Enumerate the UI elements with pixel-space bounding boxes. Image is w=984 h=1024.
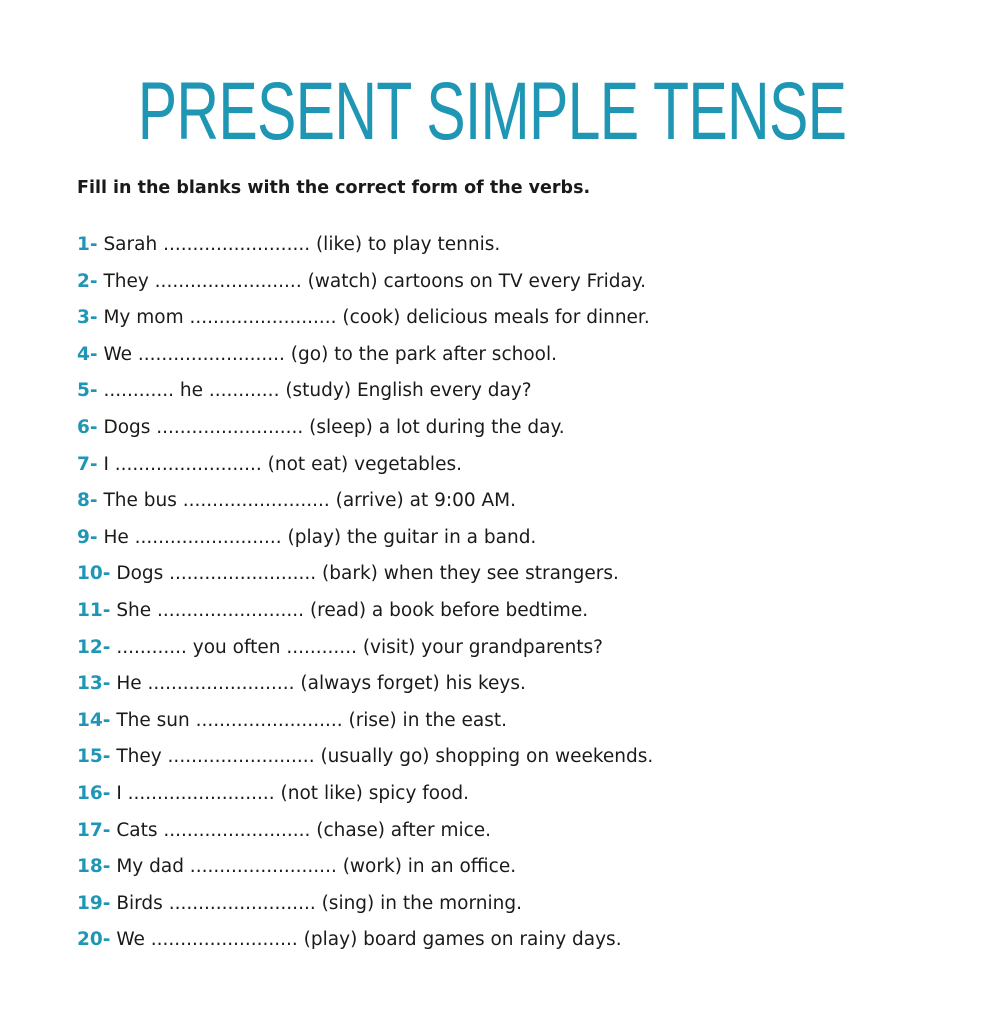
exercise-item [77, 305, 653, 342]
exercise-sentence: Birds ......................... (sing) in the morning. [110, 892, 522, 914]
exercise-sentence: Dogs ......................... (bark) when they see strangers. [110, 563, 619, 585]
exercise-item [77, 561, 653, 598]
exercise-sentence: We ......................... (play) board games on rainy days. [110, 929, 622, 951]
exercise-item [77, 269, 653, 306]
exercise-sentence: We ......................... (go) to the park after school. [97, 343, 558, 365]
exercise-sentence: ............ you often ............ (visit) your grandparents? [110, 636, 603, 658]
exercise-sentence: They ......................... (usually go) shopping on weekends. [110, 746, 654, 768]
exercise-sentence: I ......................... (not like) spicy food. [110, 782, 470, 804]
exercise-number: 2- [77, 270, 98, 292]
exercise-item [77, 927, 653, 964]
exercise-number: 10- [77, 563, 111, 585]
exercise-sentence: Cats ......................... (chase) after mice. [110, 819, 492, 841]
exercise-sentence: Sarah ......................... (like) to play tennis. [97, 234, 501, 255]
exercise-item [77, 781, 653, 818]
exercise-number: 11- [77, 599, 111, 621]
exercise-number: 5- [77, 380, 98, 402]
exercise-item [77, 342, 653, 379]
exercise-item [77, 378, 653, 415]
exercise-list [77, 232, 653, 964]
exercise-number: 15- [77, 746, 111, 768]
exercise-item [77, 232, 653, 269]
exercise-sentence: Dogs ......................... (sleep) a lot during the day. [97, 416, 565, 438]
instruction-text: Fill in the blanks with the correct form of the verbs. [77, 178, 591, 198]
exercise-sentence: ............ he ............ (study) English every day? [97, 380, 532, 402]
exercise-number: 8- [77, 490, 98, 512]
exercise-item [77, 854, 653, 891]
exercise-number: 9- [77, 526, 98, 548]
exercise-number: 20- [77, 929, 111, 951]
exercise-item [77, 525, 653, 562]
exercise-item [77, 671, 653, 708]
exercise-item [77, 818, 653, 855]
exercise-sentence: The bus ......................... (arrive) at 9:00 AM. [97, 490, 517, 512]
exercise-number: 12- [77, 636, 111, 658]
exercise-number: 17- [77, 819, 111, 841]
exercise-sentence: He ......................... (always forget) his keys. [110, 673, 526, 695]
exercise-sentence: He ......................... (play) the guitar in a band. [97, 526, 537, 548]
exercise-number: 19- [77, 892, 111, 914]
exercise-item [77, 744, 653, 781]
exercise-item [77, 891, 653, 928]
exercise-sentence: They ......................... (watch) cartoons on TV every Friday. [97, 270, 646, 292]
exercise-number: 1- [77, 234, 98, 255]
exercise-number: 14- [77, 709, 111, 731]
exercise-number: 6- [77, 416, 98, 438]
exercise-item [77, 635, 653, 672]
exercise-item [77, 488, 653, 525]
exercise-item [77, 415, 653, 452]
exercise-number: 3- [77, 307, 98, 329]
exercise-sentence: I ......................... (not eat) vegetables. [97, 453, 462, 475]
page-title-text: PRESENT SIMPLE TENSE [137, 66, 847, 157]
exercise-item [77, 452, 653, 489]
exercise-item [77, 708, 653, 745]
exercise-sentence: She ......................... (read) a book before bedtime. [110, 599, 589, 621]
exercise-sentence: My dad ......................... (work) in an office. [110, 856, 517, 878]
exercise-number: 4- [77, 343, 98, 365]
exercise-number: 16- [77, 782, 111, 804]
page-title [0, 62, 847, 162]
exercise-sentence: The sun ......................... (rise) in the east. [110, 709, 508, 731]
exercise-item [77, 598, 653, 635]
exercise-number: 7- [77, 453, 98, 475]
exercise-sentence: My mom ......................... (cook) delicious meals for dinner. [97, 307, 650, 329]
exercise-number: 13- [77, 673, 111, 695]
exercise-number: 18- [77, 856, 111, 878]
